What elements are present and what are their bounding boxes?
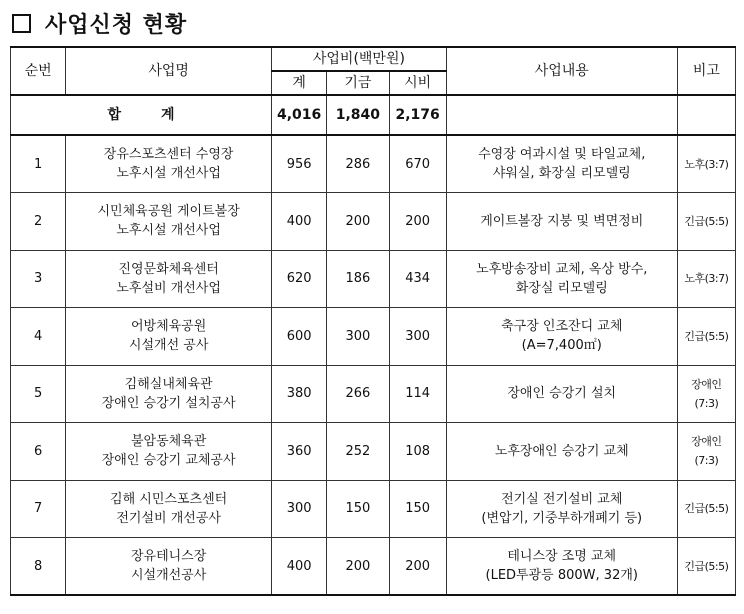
row-no: 4: [11, 308, 66, 366]
row-note: 긴급(5:5): [677, 308, 735, 366]
row-note: 노후(3:7): [677, 250, 735, 308]
header-no: 순번: [11, 47, 66, 95]
header-name: 사업명: [66, 47, 272, 95]
row-total: 400: [272, 538, 327, 596]
sum-city: 2,176: [389, 95, 446, 135]
row-note: 긴급(5:5): [677, 538, 735, 596]
row-total: 600: [272, 308, 327, 366]
row-total: 620: [272, 250, 327, 308]
row-fund: 150: [327, 480, 389, 538]
row-city: 114: [389, 365, 446, 423]
project-table: [10, 46, 736, 596]
row-fund: 186: [327, 250, 389, 308]
sum-total: 4,016: [272, 95, 327, 135]
row-content: 수영장 여과시설 및 타일교체, 샤워실, 화장실 리모델링: [446, 135, 677, 193]
header-budget: 사업비(백만원): [272, 47, 447, 71]
row-city: 300: [389, 308, 446, 366]
row-no: 7: [11, 480, 66, 538]
table-row: [11, 135, 736, 193]
header-note: 비고: [677, 47, 735, 95]
row-name: 진영문화체육센터 노후설비 개선사업: [66, 250, 272, 308]
sum-content: [446, 95, 677, 135]
row-name: 김해실내체육관 장애인 승강기 설치공사: [66, 365, 272, 423]
row-no: 8: [11, 538, 66, 596]
row-name: 김해 시민스포츠센터 전기설비 개선공사: [66, 480, 272, 538]
row-city: 434: [389, 250, 446, 308]
row-fund: 200: [327, 193, 389, 251]
row-fund: 266: [327, 365, 389, 423]
row-total: 956: [272, 135, 327, 193]
page-title: [12, 6, 187, 40]
table-row: [11, 193, 736, 251]
sum-row: [11, 95, 736, 135]
row-content: 축구장 인조잔디 교체 (A=7,400㎡): [446, 308, 677, 366]
row-total: 300: [272, 480, 327, 538]
row-city: 150: [389, 480, 446, 538]
row-city: 670: [389, 135, 446, 193]
row-fund: 286: [327, 135, 389, 193]
table-row: [11, 480, 736, 538]
table-row: [11, 308, 736, 366]
row-note: 긴급(5:5): [677, 193, 735, 251]
row-no: 5: [11, 365, 66, 423]
row-city: 200: [389, 193, 446, 251]
row-total: 380: [272, 365, 327, 423]
row-content: 게이트볼장 지붕 및 벽면정비: [446, 193, 677, 251]
row-note: 장애인 (7:3): [677, 423, 735, 481]
row-content: 전기실 전기설비 교체 (변압기, 기중부하개폐기 등): [446, 480, 677, 538]
row-name: 어방체육공원 시설개선 공사: [66, 308, 272, 366]
checkbox-square-icon: [12, 14, 31, 33]
row-note: 긴급(5:5): [677, 480, 735, 538]
row-no: 3: [11, 250, 66, 308]
row-no: 2: [11, 193, 66, 251]
sum-label: 합계: [11, 95, 272, 135]
sum-fund: 1,840: [327, 95, 389, 135]
row-fund: 252: [327, 423, 389, 481]
row-city: 200: [389, 538, 446, 596]
page-title-text: 사업신청 현황: [45, 12, 188, 38]
row-name: 장유스포츠센터 수영장 노후시설 개선사업: [66, 135, 272, 193]
sum-note: [677, 95, 735, 135]
row-no: 1: [11, 135, 66, 193]
row-content: 테니스장 조명 교체 (LED투광등 800W, 32개): [446, 538, 677, 596]
row-name: 시민체육공원 게이트볼장 노후시설 개선사업: [66, 193, 272, 251]
row-total: 360: [272, 423, 327, 481]
row-no: 6: [11, 423, 66, 481]
table-row: [11, 250, 736, 308]
table-row: [11, 365, 736, 423]
row-content: 장애인 승강기 설치: [446, 365, 677, 423]
row-name: 불암동체육관 장애인 승강기 교체공사: [66, 423, 272, 481]
header-fund: 기금: [327, 71, 389, 95]
row-note: 장애인 (7:3): [677, 365, 735, 423]
header-content: 사업내용: [446, 47, 677, 95]
header-total: 계: [272, 71, 327, 95]
table-row: [11, 423, 736, 481]
row-fund: 300: [327, 308, 389, 366]
header-city: 시비: [389, 71, 446, 95]
row-content: 노후장애인 승강기 교체: [446, 423, 677, 481]
row-note: 노후(3:7): [677, 135, 735, 193]
row-fund: 200: [327, 538, 389, 596]
row-city: 108: [389, 423, 446, 481]
row-name: 장유테니스장 시설개선공사: [66, 538, 272, 596]
row-total: 400: [272, 193, 327, 251]
row-content: 노후방송장비 교체, 옥상 방수, 화장실 리모델링: [446, 250, 677, 308]
table-row: [11, 538, 736, 596]
